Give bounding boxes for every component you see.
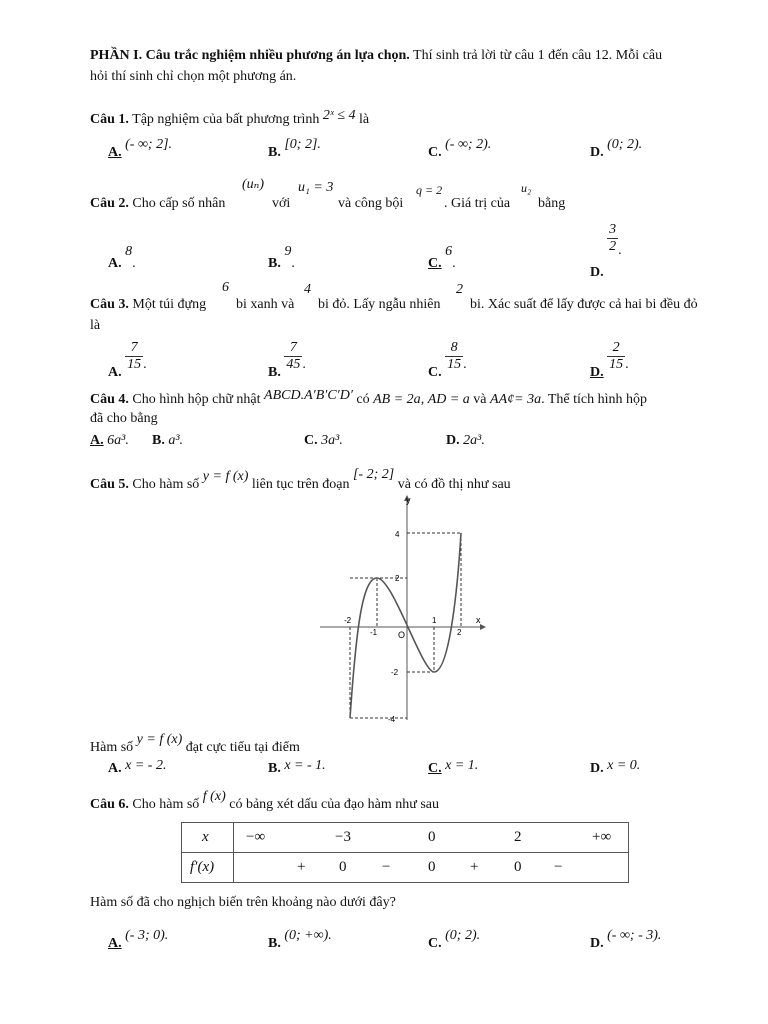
q1-option-b-value: [0; 2]. bbox=[284, 137, 321, 152]
q1-option-a-value: (- ∞; 2]. bbox=[125, 137, 173, 152]
q2-u2: u₂ bbox=[521, 181, 532, 195]
q1-option-a-letter: A. bbox=[108, 145, 122, 160]
q6-text: Cho hàm số bbox=[132, 797, 200, 812]
q3-text2: bi xanh và bbox=[236, 297, 295, 312]
sign-deriv-3: − bbox=[382, 859, 391, 875]
q5-after-text2: đạt cực tiểu tại điểm bbox=[185, 740, 300, 755]
q5-option-d[interactable] bbox=[590, 758, 641, 777]
q6-option-c-value: (0; 2). bbox=[445, 928, 481, 943]
q2-option-a[interactable]: A. 8. bbox=[108, 244, 136, 271]
q6-question: Hàm số đã cho nghịch biến trên khoảng nào dưới đây? bbox=[90, 895, 396, 910]
graph-tick-x-2: 2 bbox=[457, 628, 462, 637]
graph-curve bbox=[350, 533, 461, 718]
q4-option-b[interactable] bbox=[152, 433, 183, 449]
q6-option-b-letter: B. bbox=[268, 936, 281, 951]
q2-option-a-letter: A. bbox=[108, 256, 122, 271]
q4-box: ABCD.A′B′C′D′ bbox=[264, 388, 353, 403]
q4-text: Cho hình hộp chữ nhật bbox=[132, 392, 261, 407]
sign-deriv-5: + bbox=[470, 859, 479, 875]
q3-option-d-fraction: $\frac{2}{15}$ bbox=[609, 340, 624, 372]
q5-label: Câu 5. bbox=[90, 477, 129, 492]
q2-label: Câu 2. bbox=[90, 196, 129, 211]
sign-table bbox=[181, 822, 629, 883]
q1-option-c[interactable] bbox=[428, 137, 492, 161]
sign-table-x-2: 2 bbox=[514, 829, 522, 845]
q4-line1: Câu 4. Cho hình hộp chữ nhật ABCD.A′B′C′D′ có AB = 2a, AD = a và AA¢= 3a. Thể tích hình hộp bbox=[90, 388, 647, 407]
q3-option-b-letter: B. bbox=[268, 364, 281, 380]
q1-option-a[interactable] bbox=[108, 137, 173, 161]
q3-text5: là bbox=[90, 318, 101, 333]
q4-option-a-value: 6a³. bbox=[107, 433, 129, 448]
graph-tick-y-neg2: -2 bbox=[391, 668, 399, 677]
q2-option-b-letter: B. bbox=[268, 256, 281, 271]
q5-text2: liên tục trên đoạn bbox=[251, 477, 350, 492]
q6-option-c[interactable] bbox=[428, 928, 481, 952]
graph-tick-x-neg2: -2 bbox=[344, 616, 352, 625]
q6-text2: có bảng xét dấu của đạo hàm như sau bbox=[229, 797, 439, 812]
q2-with: với bbox=[272, 196, 291, 211]
part-header bbox=[90, 48, 662, 64]
q3-label: Câu 3. bbox=[90, 297, 129, 312]
q2-seq: (uₙ) bbox=[242, 177, 264, 192]
q4-option-b-letter: B. bbox=[152, 433, 165, 448]
sign-table-x-0: 0 bbox=[428, 829, 436, 845]
sign-table-x-pos-inf: +∞ bbox=[592, 829, 612, 845]
q2-option-d-fraction: $\frac{3}{2}$ bbox=[609, 222, 617, 254]
part-header-bold: PHẦN I. Câu trắc nghiệm nhiều phương án lựa chọn. bbox=[90, 48, 410, 63]
q1-option-d-letter: D. bbox=[590, 145, 604, 160]
q2-option-d-letter: D. bbox=[590, 264, 604, 280]
graph-tick-y-2: 2 bbox=[395, 574, 400, 583]
q2-q: q = 2 bbox=[416, 183, 443, 197]
q6-func: f (x) bbox=[202, 789, 226, 804]
sign-table-x-head: x bbox=[202, 829, 209, 845]
q3-option-a[interactable]: A. $\frac{7}{15}$ . bbox=[108, 340, 147, 380]
q4-option-d[interactable] bbox=[446, 433, 485, 449]
q5-line1 bbox=[90, 467, 511, 493]
q3-option-d[interactable]: D. $\frac{2}{15}$ . bbox=[590, 340, 629, 380]
question-1 bbox=[90, 108, 370, 128]
q5-text: Cho hàm số bbox=[132, 477, 200, 492]
sign-deriv-2: 0 bbox=[339, 859, 347, 875]
q1-label: Câu 1. bbox=[90, 112, 129, 127]
q5-after-text1: Hàm số bbox=[90, 740, 134, 755]
q4-ad: AD = a bbox=[427, 392, 470, 407]
q4-option-c-value: 3a³. bbox=[321, 433, 343, 448]
q5-after-func: y = f (x) bbox=[136, 732, 183, 747]
q4-option-c[interactable] bbox=[304, 433, 343, 449]
q2-option-b[interactable]: B. 9. bbox=[268, 244, 295, 271]
q3-option-b-fraction: $\frac{7}{45}$ bbox=[286, 340, 301, 372]
q6-label: Câu 6. bbox=[90, 797, 129, 812]
q4-has: có bbox=[356, 392, 370, 407]
sign-table-deriv-head: f′(x) bbox=[190, 859, 215, 875]
q5-option-b[interactable] bbox=[268, 758, 326, 777]
q3-n3: 2 bbox=[456, 282, 463, 297]
q4-option-a-letter: A. bbox=[90, 433, 104, 448]
q4-option-a[interactable] bbox=[90, 433, 129, 449]
q6-option-d-value: (- ∞; - 3). bbox=[607, 928, 662, 943]
q6-option-a-letter: A. bbox=[108, 936, 122, 951]
q6-option-b-value: (0; +∞). bbox=[284, 928, 332, 943]
q6-option-d[interactable] bbox=[590, 928, 662, 952]
q5-option-a-value: x = - 2. bbox=[125, 758, 167, 773]
q6-option-a-value: (- 3; 0). bbox=[125, 928, 169, 943]
q1-option-c-letter: C. bbox=[428, 145, 442, 160]
q3-option-d-letter: D. bbox=[590, 364, 604, 380]
q3-text4: bi. Xác suất để lấy được cả hai bi đều đỏ bbox=[470, 297, 698, 312]
q2-option-d[interactable]: D. $\frac{3}{2}$ . bbox=[590, 222, 622, 280]
q2-option-a-value: 8 bbox=[125, 244, 133, 259]
sign-table-row-x bbox=[182, 823, 629, 853]
q4-label: Câu 4. bbox=[90, 392, 129, 407]
q5-option-c-value: x = 1. bbox=[445, 758, 479, 773]
q5-after bbox=[90, 732, 300, 756]
q2-u1: u₁ = 3 bbox=[298, 180, 334, 195]
q4-and: và bbox=[473, 392, 487, 407]
q3-option-c-letter: C. bbox=[428, 364, 442, 380]
q1-math: 2ˣ ≤ 4 bbox=[322, 108, 356, 123]
graph-tick-x-1: 1 bbox=[432, 616, 437, 625]
q3-n2: 4 bbox=[304, 282, 311, 297]
q5-option-b-value: x = - 1. bbox=[284, 758, 326, 773]
q2-label-text bbox=[90, 196, 225, 212]
sign-deriv-4: 0 bbox=[428, 859, 436, 875]
q2-option-c[interactable]: C. 6. bbox=[428, 244, 456, 271]
q6-option-b[interactable] bbox=[268, 928, 332, 952]
q1-option-d[interactable] bbox=[590, 137, 643, 161]
q4-option-d-value: 2a³. bbox=[463, 433, 485, 448]
q3-text3: bi đỏ. Lấy ngẫu nhiên bbox=[318, 297, 441, 312]
q1-option-c-value: (- ∞; 2). bbox=[445, 137, 492, 152]
q4-line2: đã cho bằng bbox=[90, 411, 158, 426]
q4-option-d-letter: D. bbox=[446, 433, 460, 448]
part-header-line2: hỏi thí sinh chỉ chọn một phương án. bbox=[90, 69, 297, 84]
q5-option-a-letter: A. bbox=[108, 761, 122, 776]
q4-ab: AB = 2a bbox=[373, 392, 421, 407]
q3-n1: 6 bbox=[222, 280, 229, 295]
q6-option-c-letter: C. bbox=[428, 936, 442, 951]
sign-table-row-deriv bbox=[182, 853, 629, 883]
q5-option-c[interactable] bbox=[428, 758, 479, 777]
q4-tail: . Thể tích hình hộp bbox=[541, 392, 647, 407]
q5-option-b-letter: B. bbox=[268, 761, 281, 776]
sign-table-x-neg3: −3 bbox=[335, 829, 351, 845]
q5-option-d-value: x = 0. bbox=[607, 758, 641, 773]
q3-option-c-fraction: $\frac{8}{15}$ bbox=[447, 340, 462, 372]
graph-tick-x-neg1: -1 bbox=[370, 628, 378, 637]
q3-option-b[interactable]: B. $\frac{7}{45}$ . bbox=[268, 340, 306, 380]
q2-option-b-value: 9 bbox=[284, 244, 292, 259]
q3-text1: Một túi đựng bbox=[132, 297, 207, 312]
q5-text3: và có đồ thị như sau bbox=[397, 477, 511, 492]
q3-option-c[interactable]: C. $\frac{8}{15}$ . bbox=[428, 340, 467, 380]
sign-deriv-7: − bbox=[554, 859, 563, 875]
function-graph bbox=[318, 492, 490, 724]
q6-option-d-letter: D. bbox=[590, 936, 604, 951]
q4-aa: AA¢= 3a bbox=[490, 392, 542, 407]
graph-label-origin: O bbox=[398, 630, 406, 640]
part-header-text: Thí sinh trả lời từ câu 1 đến câu 12. Mỗi câu bbox=[413, 48, 663, 63]
graph-label-y: y bbox=[406, 495, 411, 505]
q4-option-c-letter: C. bbox=[304, 433, 318, 448]
q1-text: Tập nghiệm của bất phương trình bbox=[132, 112, 320, 127]
q4-option-b-value: a³. bbox=[168, 433, 184, 448]
q2-text: Cho cấp số nhân bbox=[132, 196, 226, 211]
sign-table-x-neg-inf: −∞ bbox=[246, 829, 266, 845]
q2-option-c-letter: C. bbox=[428, 256, 442, 271]
graph-tick-y-4: 4 bbox=[395, 530, 400, 539]
q6-line1 bbox=[90, 789, 439, 813]
sign-deriv-6: 0 bbox=[514, 859, 522, 875]
q3-option-a-letter: A. bbox=[108, 364, 122, 380]
q5-option-a[interactable] bbox=[108, 758, 167, 777]
q5-func: y = f (x) bbox=[202, 469, 249, 484]
q1-tail: là bbox=[359, 112, 370, 127]
q1-option-b[interactable] bbox=[268, 137, 321, 161]
q5-interval: [- 2; 2] bbox=[352, 467, 395, 482]
graph-label-x: x bbox=[476, 615, 481, 625]
q5-option-d-letter: D. bbox=[590, 761, 604, 776]
q3-line1 bbox=[90, 297, 206, 313]
graph-tick-y-neg4: -4 bbox=[388, 715, 396, 724]
q6-option-a[interactable] bbox=[108, 928, 169, 952]
sign-deriv-1: + bbox=[297, 859, 306, 875]
q2-option-c-value: 6 bbox=[445, 244, 453, 259]
q5-option-c-letter: C. bbox=[428, 761, 442, 776]
q1-option-b-letter: B. bbox=[268, 145, 281, 160]
q2-ratio-text: và công bội bbox=[338, 196, 404, 211]
q2-value-text: . Giá trị của bbox=[444, 196, 511, 211]
q1-option-d-value: (0; 2). bbox=[607, 137, 643, 152]
q2-equals: bằng bbox=[538, 196, 566, 211]
q3-option-a-fraction: $\frac{7}{15}$ bbox=[127, 340, 142, 372]
